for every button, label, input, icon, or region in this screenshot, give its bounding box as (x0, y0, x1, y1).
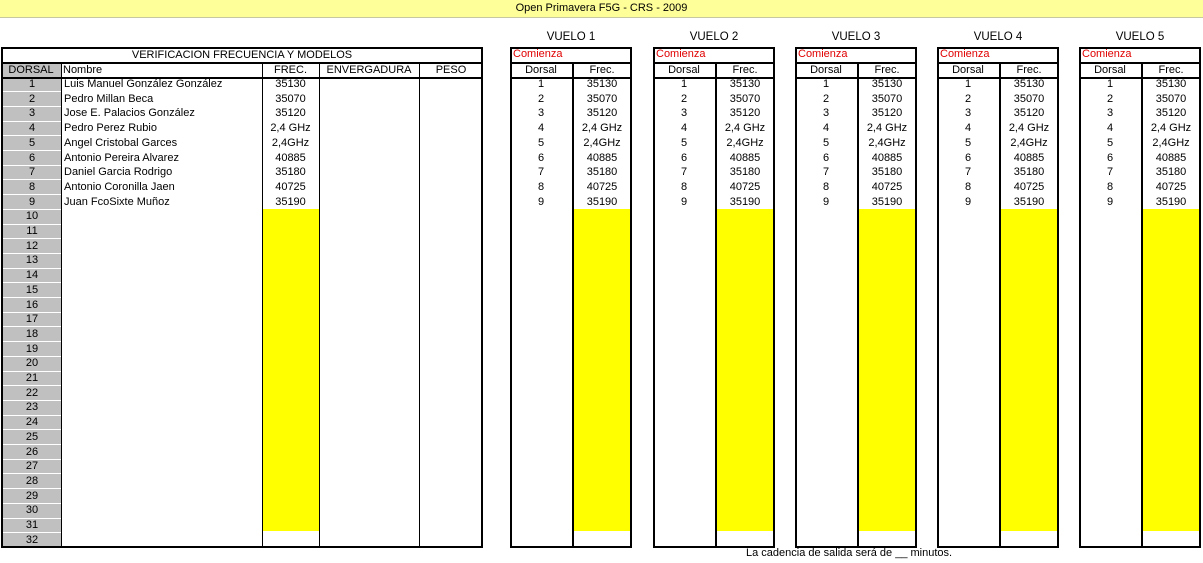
pilot-name: Juan FcoSixte Muñoz (64, 195, 170, 208)
flight-dorsal: 8 (1106, 180, 1114, 193)
flight-frec: 35130 (1013, 78, 1045, 90)
flight-frec: 2,4GHz (1010, 136, 1048, 149)
flight-frec: 35180 (729, 166, 761, 179)
flight-dorsal: 7 (537, 166, 545, 179)
flight-frec: 35190 (729, 195, 761, 208)
frec-header: Frec. (1158, 64, 1184, 76)
vuelo-title: VUELO 1 (546, 31, 596, 43)
column-peso-header: PESO (435, 64, 467, 76)
flight-frec: 35070 (871, 92, 903, 105)
flight-dorsal: 1 (964, 78, 972, 90)
dorsal-number: 17 (25, 313, 39, 326)
flight-dorsal: 7 (1106, 166, 1114, 179)
flight-frec: 2,4 GHz (1150, 122, 1192, 135)
pilot-name: Angel Cristobal Garces (64, 136, 178, 149)
pilot-frequency: 2,4GHz (271, 136, 310, 149)
vuelo-title: VUELO 4 (973, 31, 1023, 43)
flight-dorsal: 4 (1106, 122, 1114, 135)
frec-header: Frec. (874, 64, 900, 76)
dorsal-number: 31 (25, 519, 39, 531)
flight-dorsal: 8 (964, 180, 972, 193)
flight-dorsal: 5 (822, 136, 830, 149)
flight-frec: 2,4 GHz (581, 122, 623, 135)
flight-dorsal: 7 (822, 166, 830, 179)
frec-header: Frec. (1016, 64, 1042, 76)
dorsal-number: 29 (25, 489, 39, 502)
dorsal-number: 14 (25, 269, 39, 282)
flight-frec: 40725 (586, 180, 618, 193)
flight-dorsal: 3 (1106, 107, 1114, 120)
dorsal-header: Dorsal (668, 64, 700, 76)
frec-header: Frec. (589, 64, 615, 76)
flight-dorsal: 7 (680, 166, 688, 179)
flight-frec: 35070 (729, 92, 761, 105)
flight-dorsal: 3 (822, 107, 830, 120)
flight-frec: 40725 (729, 180, 761, 193)
comienza-label: Comienza (1082, 48, 1132, 60)
dorsal-number: 13 (25, 254, 39, 267)
flight-frec: 35130 (729, 78, 761, 90)
flight-dorsal: 9 (822, 195, 830, 208)
flight-frec: 35190 (871, 195, 903, 208)
flight-frec: 2,4 GHz (724, 122, 766, 135)
flight-frec: 2,4GHz (583, 136, 621, 149)
dorsal-header: Dorsal (810, 64, 842, 76)
dorsal-number: 20 (25, 357, 39, 370)
flight-frec: 2,4 GHz (866, 122, 908, 135)
flight-dorsal: 6 (822, 151, 830, 164)
flight-frec: 35120 (871, 107, 903, 120)
flight-frec: 35120 (586, 107, 618, 120)
flight-dorsal: 5 (680, 136, 688, 149)
dorsal-number: 32 (25, 533, 39, 546)
dorsal-number: 3 (28, 107, 36, 120)
flight-dorsal: 5 (1106, 136, 1114, 149)
flight-dorsal: 3 (680, 107, 688, 120)
flight-dorsal: 8 (680, 180, 688, 193)
vuelo-title: VUELO 5 (1115, 31, 1165, 43)
flight-frec: 35070 (1013, 92, 1045, 105)
flight-dorsal: 1 (680, 78, 688, 90)
comienza-label: Comienza (513, 48, 563, 60)
flight-frec: 35130 (871, 78, 903, 90)
flight-frec: 35180 (1155, 166, 1187, 179)
flight-dorsal: 4 (537, 122, 545, 135)
flight-frec: 2,4GHz (868, 136, 906, 149)
flight-frec: 35070 (586, 92, 618, 105)
flight-dorsal: 4 (822, 122, 830, 135)
flight-dorsal: 4 (680, 122, 688, 135)
flight-frec: 35120 (1013, 107, 1045, 120)
flight-dorsal: 2 (537, 92, 545, 105)
dorsal-number: 21 (25, 372, 39, 384)
pilot-name: Pedro Perez Rubio (64, 122, 157, 135)
column-dorsal-header: DORSAL (8, 64, 54, 76)
flight-frec: 2,4GHz (1152, 136, 1190, 149)
flight-frec: 40725 (1155, 180, 1187, 193)
pilot-name: Antonio Coronilla Jaen (64, 180, 175, 193)
flight-frec: 40885 (871, 151, 903, 164)
dorsal-header: Dorsal (1094, 64, 1126, 76)
flight-dorsal: 2 (964, 92, 972, 105)
dorsal-number: 9 (28, 195, 36, 208)
flight-dorsal: 6 (537, 151, 545, 164)
dorsal-number: 7 (28, 166, 36, 179)
pilot-frequency: 35070 (275, 92, 306, 105)
flight-dorsal: 3 (964, 107, 972, 120)
dorsal-number: 28 (25, 474, 39, 487)
flight-dorsal: 9 (1106, 195, 1114, 208)
dorsal-number: 5 (28, 136, 36, 149)
dorsal-number: 22 (25, 386, 39, 399)
pilot-frequency: 35180 (275, 166, 306, 179)
dorsal-number: 6 (28, 151, 36, 164)
flight-dorsal: 1 (1106, 78, 1114, 90)
dorsal-header: Dorsal (952, 64, 984, 76)
dorsal-number: 15 (25, 283, 39, 296)
dorsal-number: 4 (28, 122, 36, 135)
dorsal-number: 16 (25, 298, 39, 311)
pilot-frequency: 2,4 GHz (270, 122, 311, 135)
dorsal-number: 1 (28, 78, 36, 90)
dorsal-number: 27 (25, 460, 39, 473)
flight-frec: 35180 (586, 166, 618, 179)
frec-header: Frec. (732, 64, 758, 76)
pilot-frequency: 35190 (275, 195, 306, 208)
flight-frec: 35180 (1013, 166, 1045, 179)
flight-dorsal: 1 (537, 78, 545, 90)
dorsal-number: 24 (25, 416, 39, 429)
pilot-name: Antonio Pereira Alvarez (64, 151, 179, 164)
page-title: Open Primavera F5G - CRS - 2009 (0, 0, 1203, 18)
flight-frec: 35130 (586, 78, 618, 90)
column-nombre-header: Nombre (63, 64, 103, 76)
pilot-name: Pedro Millan Beca (64, 92, 154, 105)
flight-dorsal: 2 (680, 92, 688, 105)
flight-frec: 35120 (1155, 107, 1187, 120)
flight-dorsal: 9 (680, 195, 688, 208)
comienza-label: Comienza (798, 48, 848, 60)
flight-frec: 35180 (871, 166, 903, 179)
dorsal-header: Dorsal (525, 64, 557, 76)
dorsal-number: 11 (26, 225, 38, 237)
flight-frec: 40885 (586, 151, 618, 164)
dorsal-number: 25 (25, 430, 39, 443)
pilot-name: Daniel Garcia Rodrigo (64, 166, 173, 179)
pilot-frequency: 35120 (275, 107, 306, 120)
dorsal-number: 23 (25, 401, 39, 414)
dorsal-number: 26 (25, 445, 39, 458)
flight-dorsal: 6 (1106, 151, 1114, 164)
pilot-name: Jose E. Palacios González (64, 107, 195, 120)
flight-dorsal: 6 (680, 151, 688, 164)
flight-dorsal: 6 (964, 151, 972, 164)
flight-frec: 40725 (871, 180, 903, 193)
flight-frec: 2,4 GHz (1008, 122, 1050, 135)
dorsal-number: 12 (25, 239, 39, 252)
flight-dorsal: 7 (964, 166, 972, 179)
flight-frec: 35190 (586, 195, 618, 208)
flight-dorsal: 9 (537, 195, 545, 208)
pilot-frequency: 40725 (275, 180, 306, 193)
flight-dorsal: 5 (964, 136, 972, 149)
footer-note: La cadencia de salida será de __ minutos. (746, 547, 953, 559)
flight-dorsal: 1 (822, 78, 830, 90)
dorsal-number: 19 (25, 342, 39, 355)
flight-dorsal: 3 (537, 107, 545, 120)
flight-dorsal: 8 (537, 180, 545, 193)
vuelo-title: VUELO 3 (831, 31, 881, 43)
flight-frec: 35120 (729, 107, 761, 120)
flight-dorsal: 8 (822, 180, 830, 193)
pilot-name: Luis Manuel González González (64, 78, 223, 90)
pilot-frequency: 35130 (275, 78, 306, 90)
flight-frec: 35130 (1155, 78, 1187, 90)
flight-dorsal: 2 (822, 92, 830, 105)
column-envergadura-header: ENVERGADURA (326, 64, 412, 76)
flight-dorsal: 2 (1106, 92, 1114, 105)
flight-frec: 2,4GHz (726, 136, 764, 149)
flight-frec: 35070 (1155, 92, 1187, 105)
flight-frec: 40885 (1155, 151, 1187, 164)
verification-header: VERIFICACION FRECUENCIA Y MODELOS (131, 49, 353, 61)
flight-frec: 40725 (1013, 180, 1045, 193)
dorsal-number: 2 (28, 92, 36, 105)
dorsal-number: 30 (25, 504, 39, 517)
flight-frec: 40885 (1013, 151, 1045, 164)
flight-frec: 35190 (1013, 195, 1045, 208)
flight-dorsal: 5 (537, 136, 545, 149)
flight-frec: 35190 (1155, 195, 1187, 208)
vuelo-title: VUELO 2 (689, 31, 739, 43)
dorsal-number: 10 (25, 210, 39, 223)
flight-frec: 40885 (729, 151, 761, 164)
pilot-frequency: 40885 (275, 151, 306, 164)
column-frec-header: FREC. (274, 64, 307, 76)
flight-dorsal: 9 (964, 195, 972, 208)
dorsal-number: 18 (25, 327, 39, 340)
comienza-label: Comienza (940, 48, 990, 60)
dorsal-number: 8 (28, 180, 36, 193)
flight-dorsal: 4 (964, 122, 972, 135)
comienza-label: Comienza (656, 48, 706, 60)
